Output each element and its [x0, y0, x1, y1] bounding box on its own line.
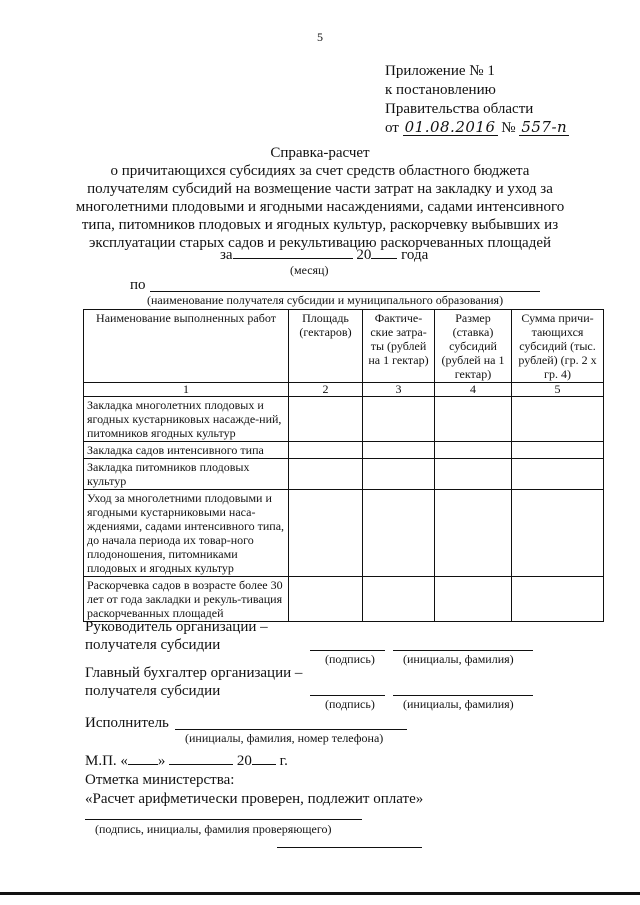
row-label: Закладка питомников плодовых культур — [84, 459, 289, 490]
mp-mid: » — [157, 753, 166, 769]
recipient-prefix: по — [130, 277, 146, 293]
empty-cell[interactable] — [435, 490, 512, 577]
header-cell: Площадь (гектаров) — [289, 310, 363, 383]
row-label: Раскорчевка садов в возрасте более 30 лет от года закладки и рекуль-тивация раскорчеванных площадей — [84, 577, 289, 622]
acc-sign-blank — [310, 695, 385, 696]
header-cell: Размер (ставка) субсидий (рублей на 1 гектар) — [435, 310, 512, 383]
acc-name-blank — [393, 695, 533, 696]
title-line4: многолетними плодовыми и ягодными насаждениями, садами интенсивного — [75, 199, 565, 215]
head-sign-caption: (подпись) — [325, 652, 375, 666]
mp-suffix: г. — [279, 753, 288, 769]
row-label: Уход за многолетними плодовыми и ягодными кустарниковыми наса-ждениями, садами интенсивного типа, до начала периода их товар-ного плодоношения, питомниками плодовых и ягодных культур — [84, 490, 289, 577]
document-title — [0, 144, 640, 252]
column-number: 5 — [512, 383, 604, 397]
column-number: 1 — [84, 383, 289, 397]
head-line1: Руководитель организации – — [85, 619, 268, 635]
table-header-row — [84, 310, 604, 383]
empty-cell[interactable] — [363, 577, 435, 622]
empty-cell[interactable] — [435, 577, 512, 622]
table-row — [84, 459, 604, 490]
title-line2: о причитающихся субсидиях за счет средств областного бюджета — [110, 163, 530, 179]
appendix-date-line — [385, 119, 569, 138]
stamp-date-line — [85, 752, 288, 770]
column-number-row — [84, 383, 604, 397]
year-blank — [371, 246, 397, 259]
empty-cell[interactable] — [363, 442, 435, 459]
column-number: 4 — [435, 383, 512, 397]
date-prefix: от — [385, 120, 399, 136]
mp-prefix: М.П. « — [85, 753, 128, 769]
period-prefix: за — [220, 247, 233, 263]
header-cell: Фактиче-ские затра-ты (рублей на 1 гектар) — [363, 310, 435, 383]
appendix-line2: к постановлению — [385, 82, 496, 98]
extra-blank — [277, 847, 422, 848]
table-row — [84, 577, 604, 622]
empty-cell[interactable] — [435, 459, 512, 490]
year-blank-2 — [252, 752, 276, 765]
title-line1: Справка-расчет — [270, 145, 370, 161]
column-number: 2 — [289, 383, 363, 397]
empty-cell[interactable] — [435, 397, 512, 442]
year-prefix: 20 — [356, 247, 372, 263]
day-blank — [128, 752, 158, 765]
handwritten-date: 01.08.2016 — [404, 118, 496, 136]
empty-cell[interactable] — [363, 397, 435, 442]
head-name-caption: (инициалы, фамилия) — [403, 652, 514, 666]
subsidy-table — [83, 309, 604, 622]
empty-cell[interactable] — [512, 442, 604, 459]
accountant-signature-label — [85, 664, 302, 700]
executor-caption: (инициалы, фамилия, номер телефона) — [185, 731, 384, 745]
mp-year: 20 — [236, 753, 252, 769]
number-prefix: № — [501, 120, 516, 136]
appendix-block — [385, 62, 569, 138]
checker-blank — [85, 819, 362, 820]
row-label: Закладка многолетних плодовых и ягодных кустарниковых насажде-ний, питомников ягодных культур — [84, 397, 289, 442]
header-cell: Сумма причи-тающихся субсидий (тыс. рублей) (гр. 2 х гр. 4) — [512, 310, 604, 383]
title-line6: эксплуатации старых садов и рекультивацию раскорчеванных площадей — [88, 235, 552, 251]
empty-cell[interactable] — [512, 459, 604, 490]
empty-cell[interactable] — [363, 490, 435, 577]
title-line5: типа, питомников плодовых и ягодных культур, раскорчевку выбывших из — [81, 217, 559, 233]
table-row — [84, 397, 604, 442]
ministry-text: «Расчет арифметически проверен, подлежит оплате» — [85, 791, 424, 807]
month-blank-2 — [169, 752, 233, 765]
empty-cell[interactable] — [289, 490, 363, 577]
title-line3: получателям субсидий на возмещение части затрат на закладку и уход за — [87, 181, 553, 197]
head-signature-label — [85, 618, 268, 654]
page-number: 5 — [317, 30, 323, 44]
month-caption: (месяц) — [290, 263, 329, 277]
empty-cell[interactable] — [512, 490, 604, 577]
acc-name-caption: (инициалы, фамилия) — [403, 697, 514, 711]
table-row — [84, 490, 604, 577]
handwritten-number: 557-п — [521, 118, 568, 136]
acc-sign-caption: (подпись) — [325, 697, 375, 711]
executor-label: Исполнитель — [85, 715, 169, 731]
table-row — [84, 442, 604, 459]
checker-caption: (подпись, инициалы, фамилия проверяющего) — [95, 822, 332, 836]
recipient-blank — [150, 291, 540, 292]
acc-line2: получателя субсидии — [85, 683, 221, 699]
empty-cell[interactable] — [289, 459, 363, 490]
empty-cell[interactable] — [512, 577, 604, 622]
head-line2: получателя субсидии — [85, 637, 221, 653]
ministry-mark: Отметка министерства: — [85, 772, 235, 788]
appendix-line3: Правительства области — [385, 101, 534, 117]
row-label: Закладка садов интенсивного типа — [84, 442, 289, 459]
bottom-rule — [0, 892, 640, 895]
recipient-caption: (наименование получателя субсидии и муниципального образования) — [147, 293, 504, 307]
head-name-blank — [393, 650, 533, 651]
empty-cell[interactable] — [512, 397, 604, 442]
empty-cell[interactable] — [289, 442, 363, 459]
month-blank — [233, 246, 353, 259]
year-suffix: года — [401, 247, 429, 263]
empty-cell[interactable] — [289, 577, 363, 622]
head-sign-blank — [310, 650, 385, 651]
appendix-title: Приложение № 1 — [385, 63, 495, 79]
empty-cell[interactable] — [363, 459, 435, 490]
period-line — [220, 246, 428, 264]
executor-blank — [175, 729, 407, 730]
empty-cell[interactable] — [435, 442, 512, 459]
acc-line1: Главный бухгалтер организации – — [85, 665, 303, 681]
empty-cell[interactable] — [289, 397, 363, 442]
header-cell: Наименование выполненных работ — [84, 310, 289, 383]
column-number: 3 — [363, 383, 435, 397]
